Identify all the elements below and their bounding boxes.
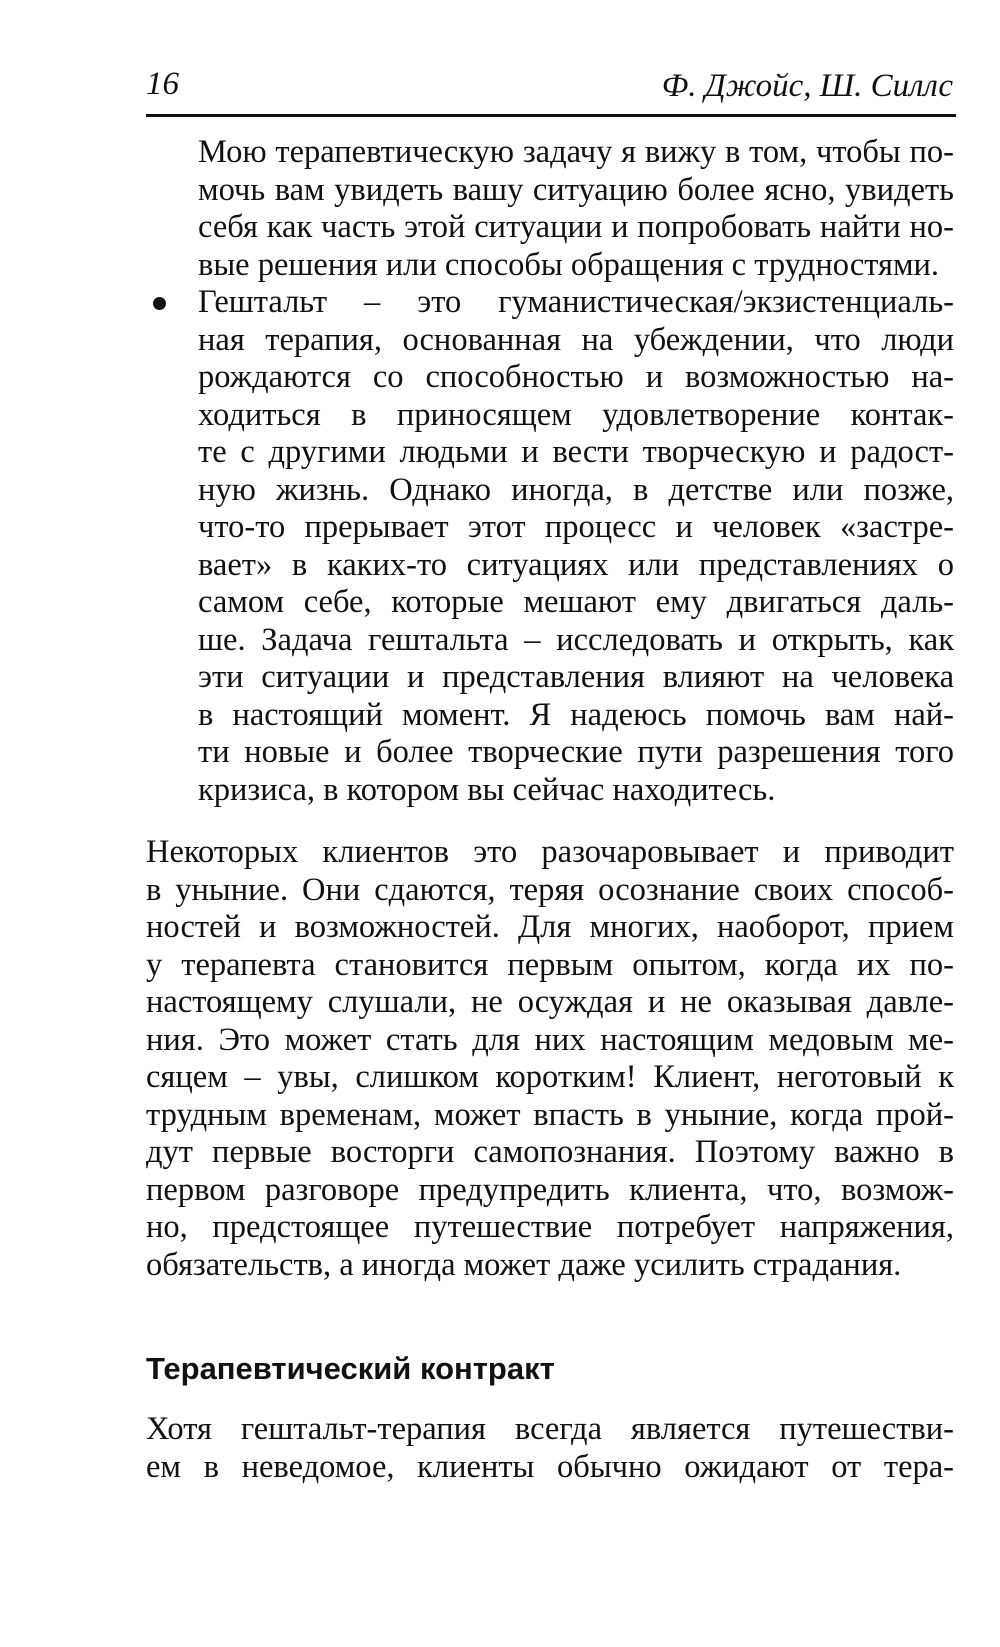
text-line: ти новые и более творческие пути разрешения того <box>198 734 954 770</box>
text-line: вает» в каких-то ситуациях или представлениях о <box>198 546 954 583</box>
page-number: 16 <box>146 66 179 102</box>
body-paragraph <box>146 834 954 1284</box>
text-line: кризиса, в котором вы сейчас находитесь. <box>198 771 776 808</box>
text-line: обязательств, а иногда может даже усилить страдания. <box>146 1246 902 1283</box>
section-heading: Терапевтический контракт <box>146 1351 555 1386</box>
text-line: ходиться в приносящем удовлетворение контак- <box>198 396 954 433</box>
text-line: ную жизнь. Однако иногда, в детстве или позже, <box>198 471 954 508</box>
text-line: в настоящий момент. Я надеюсь помочь вам най- <box>198 696 954 733</box>
text-line: рождаются со способностью и возможностью на- <box>198 359 954 395</box>
text-line: те с другими людьми и вести творческую и радост- <box>198 434 954 470</box>
text-line: настоящему слушали, не осуждая и не оказывая давле- <box>146 984 954 1020</box>
text-line: ше. Задача гештальта – исследовать и открыть, как <box>198 621 954 658</box>
text-line: ностей и возможностей. Для многих, наоборот, прием <box>146 909 954 945</box>
text-line: Гештальт – это гуманистическая/экзистенциаль- <box>198 284 954 320</box>
text-line: трудным временам, может впасть в уныние, когда прой- <box>146 1096 954 1133</box>
text-line: Мою терапевтическую задачу я вижу в том, чтобы по- <box>198 134 954 170</box>
text-line: но, предстоящее путешествие потребует напряжения, <box>146 1209 954 1245</box>
text-line: в уныние. Они сдаются, теряя осознание своих способ- <box>146 871 954 908</box>
text-line: ния. Это может стать для них настоящим медовым ме- <box>146 1021 954 1058</box>
section-paragraph <box>146 1411 954 1486</box>
running-head <box>146 60 953 110</box>
bullet-paragraph <box>198 284 954 809</box>
text-line: первом разговоре предупредить клиента, что, возмож- <box>146 1171 954 1208</box>
text-line: себя как часть этой ситуации и попробовать найти но- <box>198 209 954 245</box>
text-line: что-то прерывает этот процесс и человек «застре- <box>198 509 954 545</box>
text-line: эти ситуации и представления влияют на человека <box>198 659 954 695</box>
intro-paragraph <box>198 134 954 284</box>
text-line: самом себе, которые мешают ему двигаться даль- <box>198 584 954 620</box>
text-line: ная терапия, основанная на убеждении, что люди <box>198 321 954 358</box>
header-rule <box>146 114 956 117</box>
text-line: Некоторых клиентов это разочаровывает и приводит <box>146 834 954 870</box>
bullet-icon <box>153 297 166 310</box>
text-line: Хотя гештальт-терапия всегда является путешестви- <box>146 1411 954 1447</box>
text-line: сяцем – увы, слишком коротким! Клиент, неготовый к <box>146 1059 954 1095</box>
text-line: у терапевта становится первым опытом, когда их по- <box>146 946 954 983</box>
text-line: мочь вам увидеть вашу ситуацию более ясно, увидеть <box>198 171 954 208</box>
text-line: ем в неведомое, клиенты обычно ожидают от тера- <box>146 1448 954 1485</box>
running-title: Ф. Джойс, Ш. Силлс <box>661 68 953 104</box>
text-line: вые решения или способы обращения с трудностями. <box>198 246 940 283</box>
text-line: дут первые восторги самопознания. Поэтому важно в <box>146 1134 954 1170</box>
